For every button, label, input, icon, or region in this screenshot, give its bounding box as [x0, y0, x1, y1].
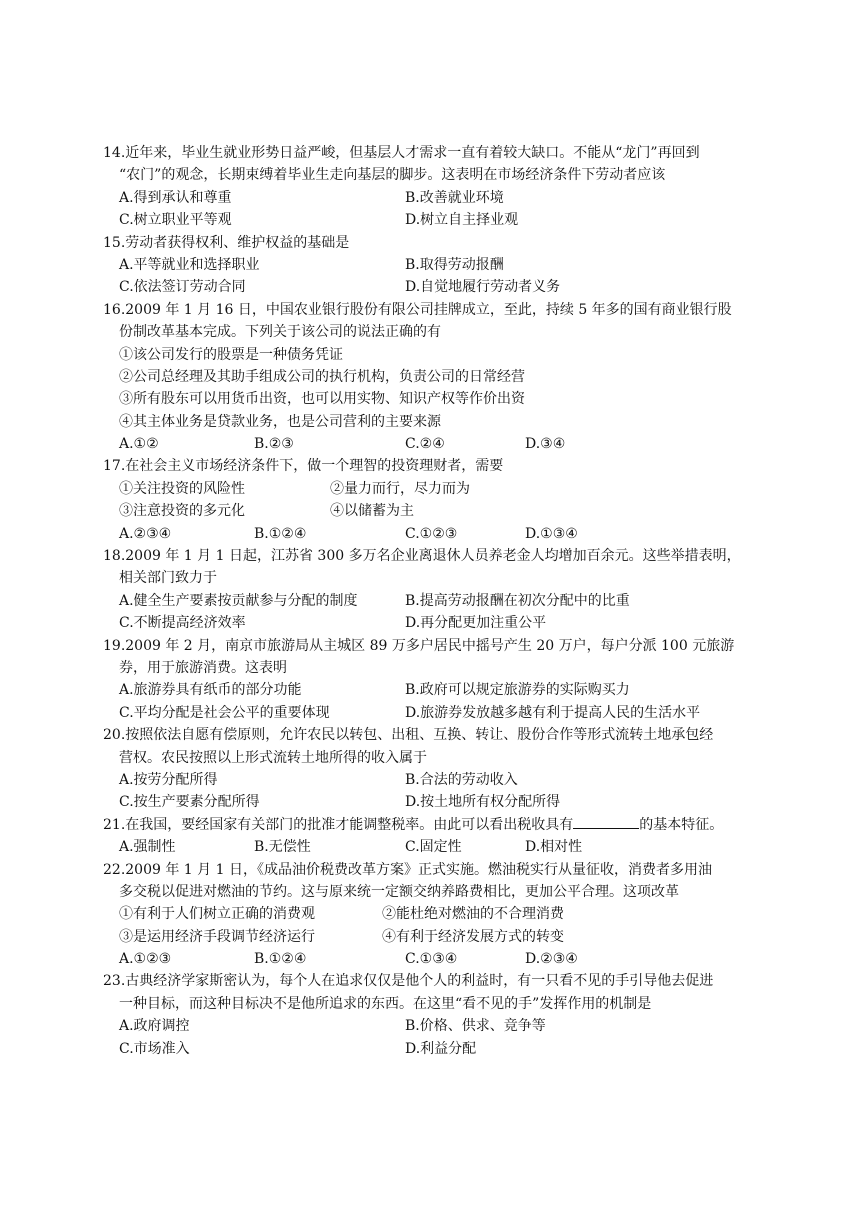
question-stem: 18.2009 年 1 月 1 日起，江苏省 300 多万名企业离退休人员养老金人均增加百余元。这些举措表明，: [103, 548, 741, 565]
option-d: D.按土地所有权分配所得: [405, 794, 561, 811]
option-a: A.得到承认和尊重: [119, 189, 232, 206]
option-c: C.不断提高经济效率: [119, 615, 246, 632]
option-b: B.价格、供求、竞争等: [405, 1018, 546, 1035]
question-16: [0, 299, 860, 456]
option-a: A.①②: [119, 436, 159, 453]
option-c: C.②④: [405, 436, 445, 453]
option-d: D.②③④: [525, 951, 578, 968]
statement-3: ③注意投资的多元化: [119, 503, 245, 520]
question-stem-cont: 一种目标，而这种目标决不是他所追求的东西。在这里“看不见的手”发挥作用的机制是: [119, 995, 652, 1012]
option-c: C.树立职业平等观: [119, 212, 232, 229]
option-b: B.提高劳动报酬在初次分配中的比重: [405, 592, 630, 609]
question-18: [0, 545, 860, 635]
option-c: C.依法签订劳动合同: [119, 279, 246, 296]
option-d: D.自觉地履行劳动者义务: [405, 279, 561, 296]
option-a: A.①②③: [119, 951, 172, 968]
question-stem: 23.古典经济学家斯密认为，每个人在追求仅仅是他个人的利益时，有一只看不见的手引导他去促进: [103, 973, 714, 990]
question-stem: 14.近年来，毕业生就业形势日益严峻，但基层人才需求一直有着较大缺口。不能从“龙门”再回到: [103, 145, 700, 161]
statement-3: ③是运用经济手段调节经济运行: [119, 928, 315, 945]
option-a: A.强制性: [119, 839, 176, 856]
option-d: D.①③④: [525, 525, 578, 542]
statement-2: ②公司总经理及其助手组成公司的执行机构，负责公司的日常经营: [119, 368, 525, 385]
exam-page: [0, 142, 860, 1060]
question-23: [0, 970, 860, 1060]
option-c: C.平均分配是社会公平的重要体现: [119, 704, 330, 721]
question-stem-cont: 多交税以促进对燃油的节约。这与原来统一定额交纳养路费相比，更加公平合理。这项改革: [119, 883, 679, 900]
question-stem-cont: 份制改革基本完成。下列关于该公司的说法正确的有: [119, 324, 441, 341]
question-stem-cont: 券，用于旅游消费。这表明: [119, 659, 287, 676]
option-b: B.取得劳动报酬: [405, 256, 504, 273]
statement-1: ①该公司发行的股票是一种债务凭证: [119, 346, 343, 363]
option-b: B.改善就业环境: [405, 189, 504, 206]
question-stem: 19.2009 年 2 月，南京市旅游局从主城区 89 万多户居民中摇号产生 20 万户，每户分派 100 元旅游: [103, 637, 735, 654]
statement-4: ④有利于经济发展方式的转变: [382, 928, 564, 945]
statement-3: ③所有股东可以用货币出资，也可以用实物、知识产权等作价出资: [119, 391, 525, 408]
option-b: B.合法的劳动收入: [405, 771, 518, 788]
option-d: D.旅游券发放越多越有利于提高人民的生活水平: [405, 704, 701, 721]
option-c: C.市场准入: [119, 1040, 190, 1057]
question-stem: 20.按照依法自愿有偿原则，允许农民以转包、出租、互换、转让、股份合作等形式流转土地承包经: [103, 727, 714, 744]
statement-2: ②能杜绝对燃油的不合理消费: [382, 906, 564, 923]
option-a: A.健全生产要素按贡献参与分配的制度: [119, 592, 358, 609]
question-22: [0, 859, 860, 971]
question-14: [0, 142, 860, 232]
question-stem: 16.2009 年 1 月 16 日，中国农业银行股份有限公司挂牌成立，至此，持续 5 年多的国有商业银行股: [103, 301, 732, 318]
question-stem: [0, 814, 860, 836]
option-a: A.旅游券具有纸币的部分功能: [119, 682, 302, 699]
option-c: C.按生产要素分配所得: [119, 794, 260, 811]
option-d: D.再分配更加注重公平: [405, 615, 547, 632]
question-stem: 15.劳动者获得权利、维护权益的基础是: [103, 234, 350, 251]
option-b: B.①②④: [254, 525, 307, 542]
question-stem-cont: “农门”的观念，长期束缚着毕业生走向基层的脚步。这表明在市场经济条件下劳动者应该: [119, 167, 666, 184]
option-a: A.政府调控: [119, 1018, 190, 1035]
statement-1: ①有利于人们树立正确的消费观: [119, 906, 315, 923]
option-a: A.按劳分配所得: [119, 771, 218, 788]
question-stem-part-1: 21.在我国，要经国家有关部门的批准才能调整税率。由此可以看出税收具有: [103, 816, 574, 833]
option-b: B.无偿性: [254, 839, 311, 856]
option-d: D.相对性: [525, 839, 583, 856]
question-stem-part-2: 的基本特征。: [639, 816, 724, 833]
question-17: [0, 455, 860, 545]
option-d: D.树立自主择业观: [405, 212, 519, 229]
option-d: D.利益分配: [405, 1040, 477, 1057]
question-21: [0, 814, 860, 859]
question-15: [0, 232, 860, 299]
option-d: D.③④: [525, 436, 566, 453]
question-stem: 17.在社会主义市场经济条件下，做一个理智的投资理财者，需要: [103, 458, 504, 475]
question-19: [0, 635, 860, 725]
question-stem-cont: 营权。农民按照以上形式流转土地所得的收入属于: [119, 749, 427, 766]
option-b: B.②③: [254, 436, 294, 453]
option-b: B.①②④: [254, 951, 307, 968]
option-c: C.①③④: [405, 951, 458, 968]
question-stem-cont: 相关部门致力于: [119, 570, 217, 587]
statement-4: ④其主体业务是贷款业务，也是公司营利的主要来源: [119, 413, 441, 430]
statement-4: ④以储蓄为主: [330, 503, 414, 520]
statement-1: ①关注投资的风险性: [119, 480, 245, 497]
question-stem: 22.2009 年 1 月 1 日，《成品油价税费改革方案》正式实施。燃油税实行从量征收，消费者多用油: [103, 861, 712, 878]
option-a: A.②③④: [119, 525, 172, 542]
option-b: B.政府可以规定旅游券的实际购买力: [405, 682, 630, 699]
answer-blank[interactable]: [573, 814, 639, 829]
question-20: [0, 724, 860, 814]
statement-2: ②量力而行，尽力而为: [330, 480, 470, 497]
option-c: C.①②③: [405, 525, 458, 542]
option-c: C.固定性: [405, 839, 462, 856]
option-a: A.平等就业和选择职业: [119, 256, 260, 273]
